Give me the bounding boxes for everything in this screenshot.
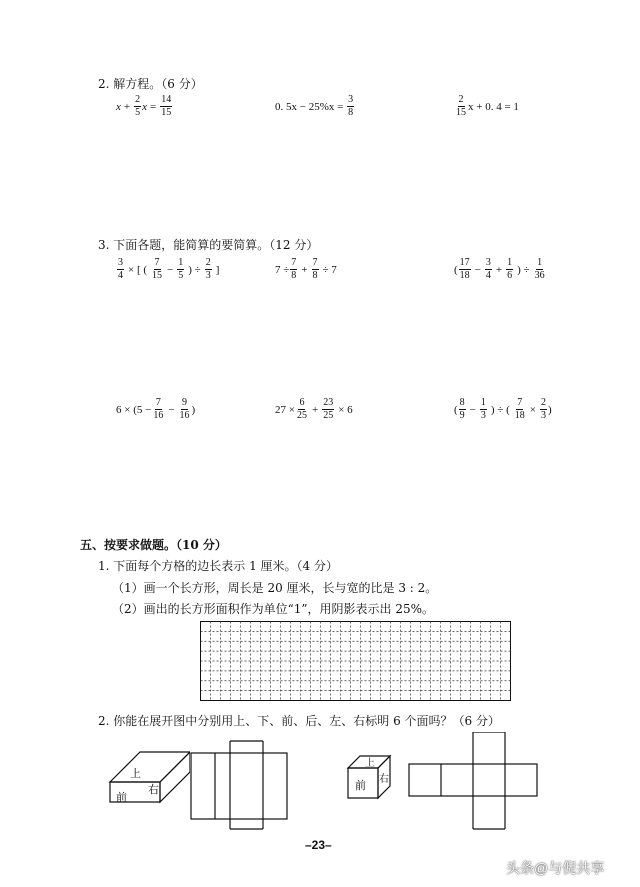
problem-1: $\frac{3}{4}$ × [ ( $\frac{7}{15}$ − $\frac{1}{5}$ ) ÷ $\frac{2}{3}$ ] [118, 257, 220, 281]
cuboid-right-label: 右 [148, 783, 159, 796]
watermark: 头条@与倪共享 [506, 860, 605, 876]
problem-4: 6 × (5 − $\frac{7}{16}$ − $\frac{9}{16}$ ) [116, 397, 196, 421]
cube-right-label: 右 [379, 774, 389, 785]
section5-heading: 五、按要求做题。（10 分） [80, 538, 227, 552]
cuboid-top-label: 上 [130, 767, 141, 780]
section2-heading: 2. 解方程。（6 分） [98, 77, 203, 91]
grid-border [201, 622, 511, 701]
question-1: 1. 下面每个方格的边长表示 1 厘米。（4 分） [98, 559, 338, 573]
equation-1: x + $\frac{2}{5}$ x = $\frac{14}{15}$ [116, 94, 172, 118]
problem-5: 27 × $\frac{6}{25}$ + $\frac{23}{25}$ × 6 [275, 397, 353, 421]
cuboid-figure [100, 742, 190, 808]
cuboid-front-label: 前 [116, 791, 127, 804]
cube-net[interactable] [408, 732, 538, 830]
square-grid[interactable] [200, 621, 511, 701]
equation-3: $\frac{2}{15}$ x + 0. 4 = 1 [456, 94, 519, 118]
cuboid-net[interactable] [190, 740, 290, 830]
problem-3: ( $\frac{17}{18}$ − $\frac{3}{4}$ + $\frac{1}{6}$ ) ÷ $\frac{1}{36}$ [454, 257, 545, 281]
equation-2: 0. 5x − 25%x = $\frac{3}{8}$ [275, 94, 354, 118]
question-1b: （2）画出的长方形面积作为单位“1”，用阴影表示出 25%。 [112, 602, 435, 616]
question-1a: （1）画一个长方形，周长是 20 厘米，长与宽的比是 3 : 2。 [112, 581, 438, 595]
problem-2: 7 ÷ $\frac{7}{8}$ + $\frac{7}{8}$ ÷ 7 [275, 257, 337, 281]
section3-heading: 3. 下面各题，能简算的要简算。（12 分） [98, 238, 319, 252]
cube-top-label: 上 [365, 758, 375, 769]
cube-figure [340, 750, 410, 810]
question-2: 2. 你能在展开图中分别用上、下、前、后、左、右标明 6 个面吗？（6 分） [98, 714, 500, 728]
page-number: –23– [305, 838, 332, 852]
problem-6: ( $\frac{8}{9}$ − $\frac{1}{3}$ ) ÷ ( $\frac{7}{18}$ × $\frac{2}{3}$ ) [454, 397, 552, 421]
cube-front-label: 前 [355, 779, 366, 792]
